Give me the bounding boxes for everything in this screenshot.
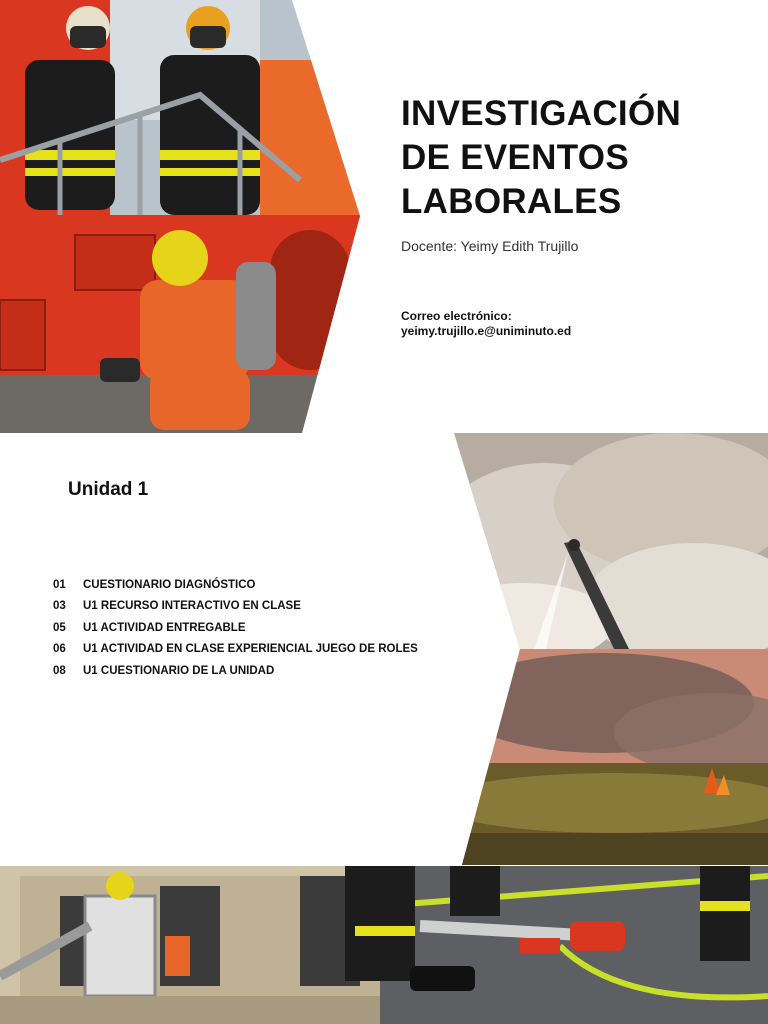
toc-number: 08: [53, 664, 66, 677]
toc-number: 01: [53, 578, 66, 591]
firefighters-photo: [0, 0, 360, 433]
toc-item: [53, 596, 418, 618]
wildfire-photo: [454, 433, 768, 865]
document-title: [401, 92, 741, 224]
title-line-1: INVESTIGACIÓN: [401, 94, 682, 133]
toc-item: [53, 660, 418, 682]
email-label: Correo electrónico:: [401, 309, 512, 323]
toc-item: [53, 617, 418, 639]
rescue-photo: [0, 866, 768, 1024]
teacher-name: Docente: Yeimy Edith Trujillo: [401, 238, 579, 254]
toc-label: U1 RECURSO INTERACTIVO EN CLASE: [83, 600, 301, 613]
toc-label: CUESTIONARIO DIAGNÓSTICO: [83, 578, 256, 591]
email-address: yeimy.trujillo.e@uniminuto.ed: [401, 324, 572, 338]
toc-item: [53, 639, 418, 661]
toc-label: U1 CUESTIONARIO DE LA UNIDAD: [83, 664, 275, 677]
title-line-3: LABORALES: [401, 182, 622, 221]
unit-title: Unidad 1: [68, 479, 149, 500]
toc-number: 03: [53, 600, 66, 613]
toc-number: 05: [53, 621, 66, 634]
table-of-contents: [53, 574, 418, 682]
toc-label: U1 ACTIVIDAD EN CLASE EXPERIENCIAL JUEGO DE ROLES: [83, 643, 418, 656]
email-block: [401, 309, 571, 339]
toc-item: [53, 574, 418, 596]
toc-label: U1 ACTIVIDAD ENTREGABLE: [83, 621, 246, 634]
toc-number: 06: [53, 643, 66, 656]
title-line-2: DE EVENTOS: [401, 138, 629, 177]
